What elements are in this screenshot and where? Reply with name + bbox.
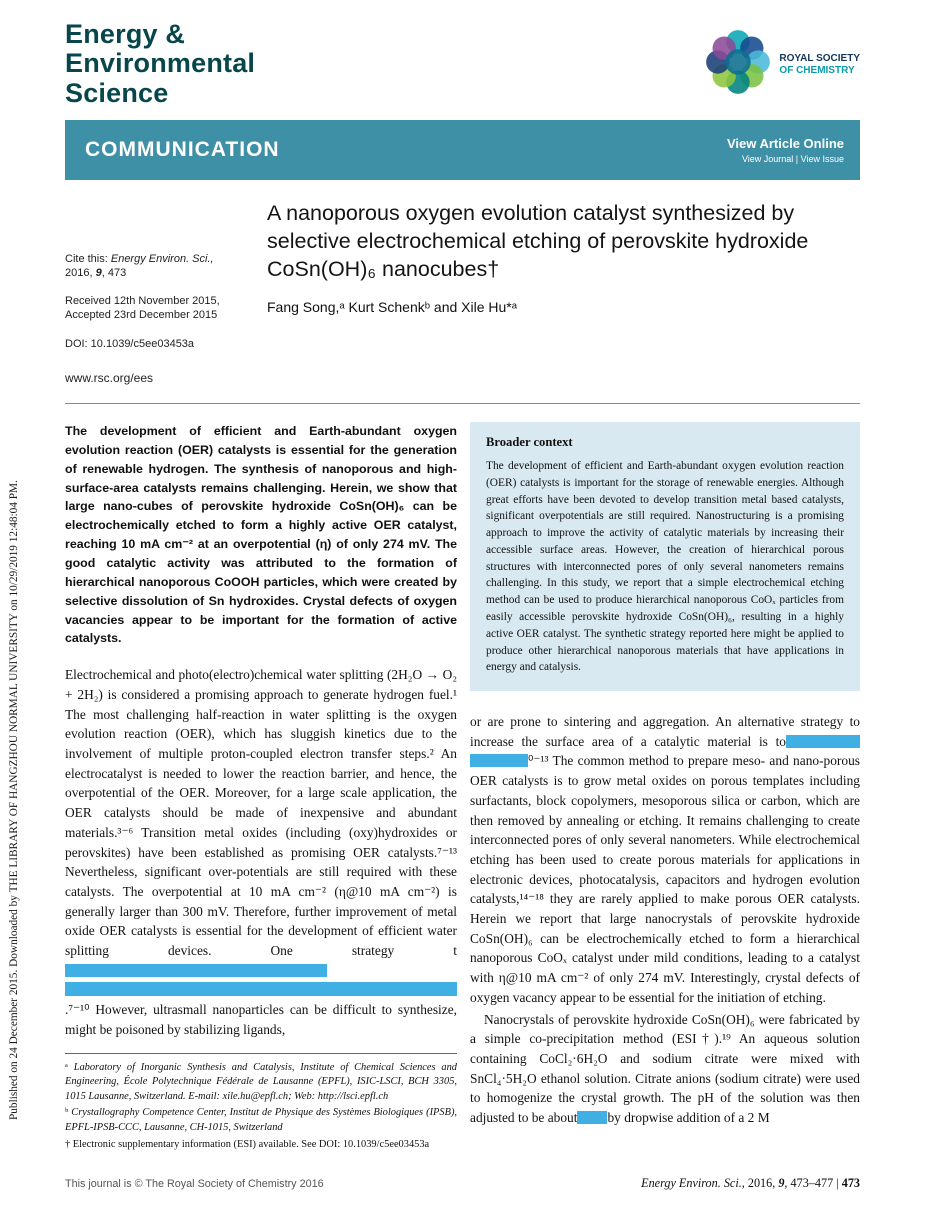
journal-title bbox=[65, 20, 255, 108]
footer-citation bbox=[641, 1176, 860, 1191]
footnotes bbox=[65, 1053, 457, 1154]
footnote-text: Laboratory of Inorganic Synthesis and Catalysis, Institute of Chemical Sciences and Engineering, École Polytechnique Fédérale de Lausanne (EPFL), ISIC-LSCI, BCH 3305, 1015 Lausanne, Switzerland. E-mail: xile.hu@epfl.ch; Web: http://lsci.epfl.ch bbox=[65, 1061, 457, 1102]
right-column bbox=[470, 422, 860, 1154]
rsc-logo-text-line: OF CHEMISTRY bbox=[779, 64, 855, 76]
footer-volume: 9 bbox=[778, 1176, 785, 1191]
footer-page-number: 473 bbox=[841, 1176, 860, 1191]
cite-year: 2016, bbox=[65, 267, 96, 280]
journal-url[interactable]: www.rsc.org/ees bbox=[65, 371, 154, 386]
text-run: by dropwise addition of a 2 M bbox=[607, 1110, 770, 1126]
footnote-text: Crystallography Competence Center, Institut de Physique des Systèmes Biologiques (IPSB), EPFL-IPSB-CCC, Lausanne, CH-1015, Switzerland bbox=[65, 1107, 457, 1133]
cite-page: , 473 bbox=[101, 267, 127, 280]
journal-title-line: Environmental bbox=[65, 48, 256, 79]
cite-volume: 9 bbox=[95, 267, 102, 280]
received-date: Received 12th November 2015, bbox=[65, 294, 220, 307]
article-meta bbox=[65, 200, 267, 387]
footer-year: 2016, bbox=[744, 1176, 779, 1191]
download-provenance-text: Published on 24 December 2015. Downloaded by THE LIBRARY OF HANGZHOU NORMAL UNIVERSITY on 10/29/2019 12:48:04 PM. bbox=[8, 480, 20, 1120]
doi: DOI: 10.1039/c5ee03453a bbox=[65, 338, 195, 351]
abstract-text: The development of efficient and Earth-abundant oxygen evolution reaction (OER) catalysts is essential for the generation of renewable hydrogen. The synthesis of nanoporous and high-surface-area catalysts remains challenging. Herein, we show that large nano-cubes of perovskite hydroxide CoSn(OH)₆ can be electrochemically etched to form a highly active OER catalyst, reaching 10 mA cm⁻² at an overpotential (η) of only 274 mV. The good catalytic activity was attributed to the formation of hierarchical nanoporous CoOOH particles, which were created by selective dissolution of Sn hydroxides. Crystal defects of oxygen vacancies appear to be important for the formation of active catalysts. bbox=[65, 424, 457, 646]
footnote-text: Electronic supplementary information (ESI) available. See DOI: 10.1039/c5ee03453a bbox=[72, 1138, 430, 1150]
body-paragraph bbox=[470, 1010, 860, 1128]
rsc-logo bbox=[704, 28, 860, 101]
title-section bbox=[65, 200, 860, 395]
page-footer bbox=[65, 1166, 860, 1191]
footer-pages: , 473–477 bbox=[784, 1176, 837, 1191]
view-journal-view-issue-links[interactable]: View Journal | View Issue bbox=[741, 154, 844, 164]
body-paragraph bbox=[470, 712, 860, 1008]
broader-context-title: Broader context bbox=[486, 435, 573, 450]
body-paragraph bbox=[65, 665, 457, 1039]
rsc-logo-text bbox=[779, 53, 860, 77]
communication-label: COMMUNICATION bbox=[85, 138, 280, 161]
text-run: ⁰⁻¹³ The common method to prepare meso- and nano-porous OER catalysts is to grow metal oxides on porous templates including surfactants, block copolymers, mesoporous silica or carbon, which are then removed by annealing or etching. It remains challenging to create interconnected pores of only several nanometers. While electrochemical etching has been used to create porous materials for applications in electronic devices, photocatalysis, capacitors and hydrogen evolution catalysts,¹⁴⁻¹⁸ they are rarely applied to make porous OER catalysts. Herein we report that large nanocrystals of perovskite hydroxide CoSn(OH)₆ can be electrochemically etched to form a hierarchical nanoporous CoOₓ catalyst under mild conditions, leading to a catalyst with η@10 mA cm⁻² of only 274 mV. Interestingly, crystal defects of oxygen vacancy appear to be essential for the initiation of etching. bbox=[470, 753, 860, 1005]
article-type-banner bbox=[65, 120, 860, 180]
cite-journal: Energy Environ. Sci., bbox=[110, 253, 214, 265]
authors: Fang Song,ᵃ Kurt Schenkᵇ and Xile Hu*ᵃ bbox=[267, 298, 517, 315]
footer-separator: | bbox=[836, 1176, 842, 1191]
footnote-divider bbox=[65, 1053, 457, 1054]
highlighted-link[interactable] bbox=[470, 754, 528, 767]
footnote-affiliation-a bbox=[65, 1061, 457, 1105]
rsc-logo-icon bbox=[704, 28, 772, 101]
footnote-esi bbox=[65, 1138, 457, 1153]
rsc-logo-text-line: ROYAL SOCIETY bbox=[779, 52, 860, 64]
article-body bbox=[65, 420, 860, 1152]
footer-journal-name: Energy Environ. Sci., bbox=[641, 1176, 745, 1191]
broader-context-box bbox=[470, 422, 860, 691]
highlighted-link[interactable] bbox=[577, 1111, 607, 1124]
text-run: Electrochemical and photo(electro)chemical water splitting (2H₂O → O₂ + 2H₂) is considered a promising approach to generate hydrogen fuel.¹ The most challenging half-reaction in water splitting is the oxygen evolution reaction (OER), which has sluggish kinetics due to the involvement of multiple proton-coupled electron transfer steps.² An electrocatalyst is needed to lower the reaction barrier, and hence, the overpotential of the OER. Moreover, for a large scale application, the OER catalysts should be made of inexpensive and abundant materials.³⁻⁶ Transition metal oxides (including (oxy)hydroxides or perovskites) have been established as promising OER catalysts.⁷⁻¹³ Nevertheless, significant over-potentials are still required with these catalysts. The overpotential at 10 mA cm⁻² (η@10 mA cm⁻²) is generally larger than 300 mV. Therefore, further improvement of metal oxide OER catalysts is essential for the development of efficient water splitting devices. One strategy t bbox=[65, 667, 457, 959]
footer-copyright: This journal is © The Royal Society of Chemistry 2016 bbox=[65, 1178, 324, 1191]
text-run: .⁷⁻¹⁰ However, ultrasmall nanoparticles can be difficult to synthesize, might be poisoned by stabilizing ligands, bbox=[65, 1002, 457, 1037]
header-divider bbox=[65, 403, 860, 404]
footnote-affiliation-b bbox=[65, 1106, 457, 1135]
text-run: Nanocrystals of perovskite hydroxide CoSn(OH)₆ were fabricated by a simple co-precipitation method (ESI†).¹⁹ An aqueous solution containing CoCl₂·6H₂O and sodium citrate were mixed with SnCl₄·5H₂O ethanol solution. Citrate anions (sodium citrate) were used to homogenize the crystal growth. The pH of the solution was then adjusted to be about bbox=[470, 1011, 860, 1126]
broader-context-text: The development of efficient and Earth-abundant oxygen evolution reaction (OER) catalysts is important for the storage of renewable energies. Although great efforts have been devoted to develop transition metal based catalysts, significant overpotentials are still required. Nanostructuring is a promising approach to improve the activity of catalytic materials by increasing their accessible surface areas. However, the creation of hierarchical porous structures with interconnected pores of only several nanometers remains challenging. In this study, we report that a simple electrochemical etching method can be used to produce hierarchical nanoporous CoOₓ particles from easily accessible perovskite hydroxide CoSn(OH)₆, resulting in a highly active OER catalyst. The synthetic strategy reported here might be applied to produce other hierarchical nanoporous materials that have applications in energy and catalysis. bbox=[486, 460, 844, 674]
footnote-marker: ᵇ bbox=[65, 1107, 72, 1119]
text-run: or are prone to sintering and aggregation. An alternative strategy to increase the surface area of a catalytic material is to bbox=[470, 714, 860, 749]
page-header bbox=[65, 0, 860, 108]
view-article-online-link[interactable]: View Article Online bbox=[726, 136, 844, 151]
highlighted-link[interactable] bbox=[65, 982, 457, 996]
journal-title-line: Energy & bbox=[65, 19, 186, 49]
footnote-marker: † bbox=[65, 1138, 73, 1150]
submission-dates bbox=[65, 294, 267, 323]
highlighted-link[interactable] bbox=[65, 964, 327, 977]
journal-title-line: Science bbox=[65, 77, 169, 108]
accepted-date: Accepted 23rd December 2015 bbox=[65, 308, 218, 321]
cite-prefix: Cite this: bbox=[65, 253, 111, 265]
highlighted-link[interactable] bbox=[786, 735, 860, 748]
left-column bbox=[65, 422, 457, 1154]
article-title: A nanoporous oxygen evolution catalyst synthesized by selective electrochemical etching of perovskite hydroxide CoSn(OH)₆ nanocubes† bbox=[267, 201, 809, 281]
cite-this bbox=[65, 252, 267, 281]
footnote-marker: ᵃ bbox=[65, 1061, 74, 1073]
